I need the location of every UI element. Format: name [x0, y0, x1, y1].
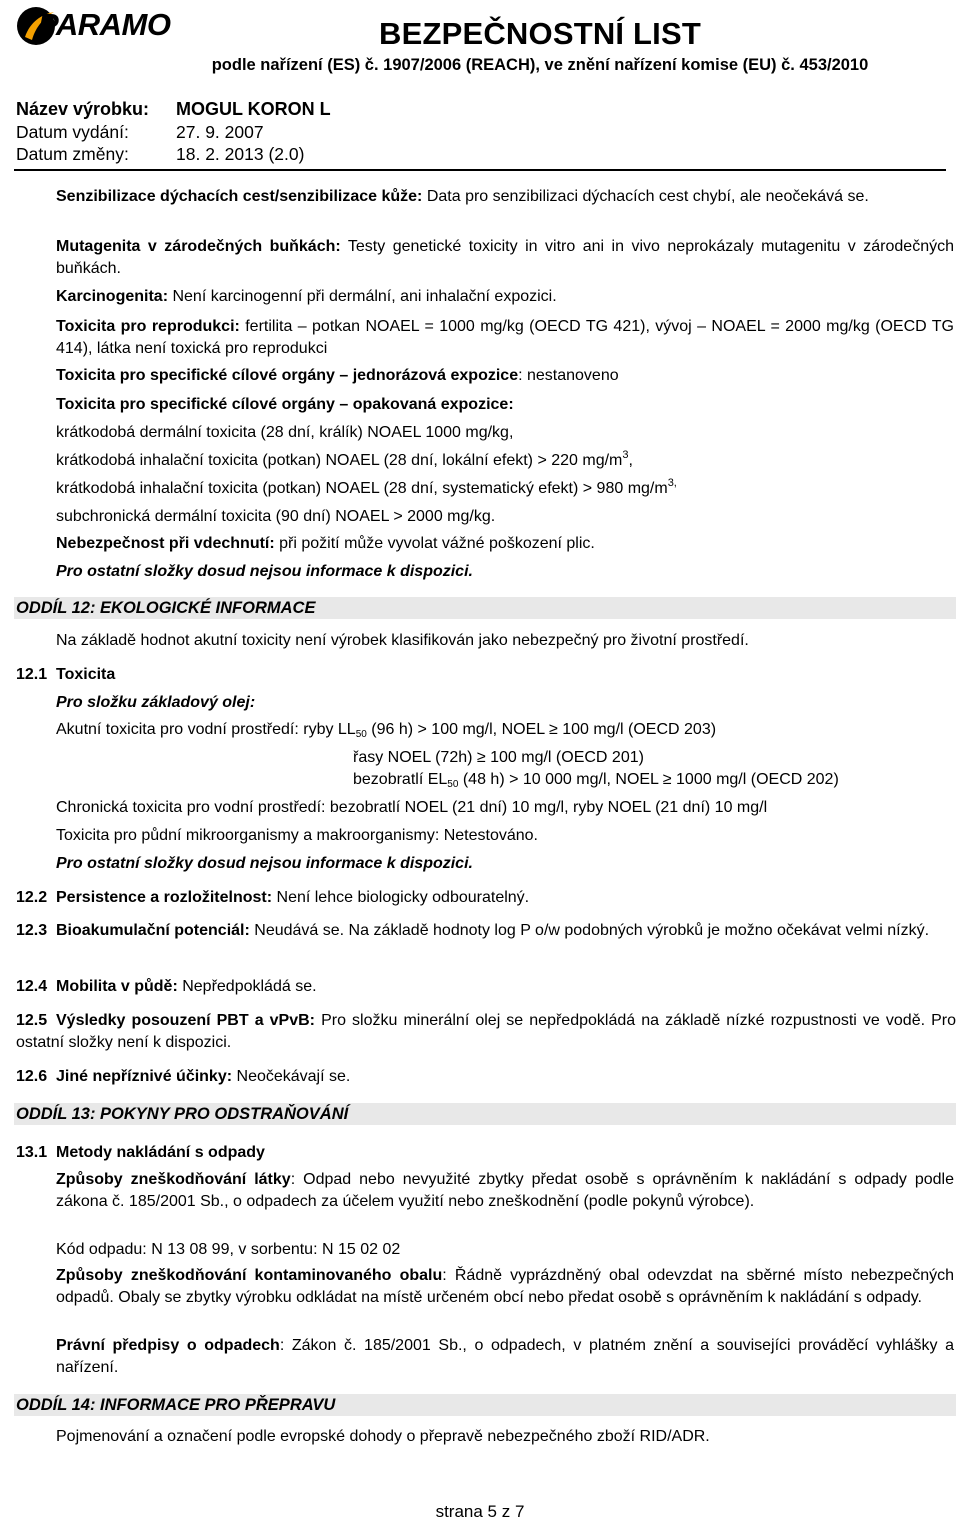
stot-single-label: Toxicita pro specifické cílové orgány – jednorázová expozice	[56, 367, 519, 384]
sec12-5-text: Pro složku minerální olej se nepředpokládá na základě nízké rozpustnosti ve vodě. Pro ostatní složky není k dispozici.	[16, 1012, 956, 1051]
stot-repeated-line-3	[56, 478, 954, 500]
sec12-2-label: Persistence a rozložitelnost:	[56, 889, 273, 906]
sec12-6-text: Neočekávají se.	[232, 1068, 351, 1085]
mutagenicity-text: Testy genetické toxicity in vitro ani in vivo neprokázaly mutagenitu v zárodečných buňkách.	[56, 238, 955, 277]
chronic-toxicity: Chronická toxicita pro vodní prostředí: bezobratlí NOEL (21 dní) 10 mg/l, ryby NOEL (21 dní) 10 mg/l	[56, 799, 768, 816]
paramo-logo	[14, 2, 204, 50]
stot-repeated-line-3-text: krátkodobá inhalační toxicita (potkan) NOAEL (28 dní, systematický efekt) > 980 mg/m	[56, 480, 668, 497]
reproduction-paragraph	[56, 316, 954, 360]
stot-repeated-label: Toxicita pro specifické cílové orgány – opakovaná expozice:	[56, 396, 514, 413]
acute-toxicity-algae: řasy NOEL (72h) ≥ 100 mg/l (OECD 201)	[353, 749, 644, 766]
logo-text: PARAMO	[38, 7, 171, 42]
change-date-label: Datum změny:	[16, 144, 129, 164]
carcinogenicity-paragraph	[56, 286, 954, 308]
mutagenicity-paragraph	[56, 236, 954, 280]
change-date-row	[16, 143, 304, 165]
document-subtitle: podle nařízení (ES) č. 1907/2006 (REACH), ve znění nařízení komise (EU) č. 453/2010	[211, 56, 869, 74]
document-title: BEZPEČNOSTNÍ LIST	[378, 16, 702, 51]
sec12-4-text: Nepředpokládá se.	[177, 978, 317, 995]
acute-invert-b: (48 h) > 10 000 mg/l, NOEL ≥ 1000 mg/l (OECD 202)	[458, 771, 839, 788]
sec11-other-components-note: Pro ostatní složky dosud nejsou informace k dispozici.	[56, 563, 473, 580]
packaging-disposal-text: : Řádně vyprázdněný obal odevzdat na sběrné místo nebezpečných odpadů. Obaly se zbytky výrobku odkládat na místě určeném obcí nebo předat osobě s oprávněním k nakládání s odpady.	[56, 1267, 954, 1306]
carcinogenicity-text: Není karcinogenní při dermální, ani inhalační expozici.	[168, 288, 557, 305]
issue-date-row	[16, 121, 264, 143]
sec12-6-number: 12.6	[16, 1068, 48, 1085]
stot-repeated-line-4: subchronická dermální toxicita (90 dní) NOAEL > 2000 mg/kg.	[56, 508, 496, 525]
sec12-3-number: 12.3	[16, 922, 48, 939]
stot-single-paragraph	[56, 365, 954, 387]
waste-code: Kód odpadu: N 13 08 99, v sorbentu: N 15 02 02	[56, 1241, 401, 1258]
change-date-value: 18. 2. 2013 (2.0)	[176, 144, 305, 164]
sec13-1-heading	[16, 1142, 956, 1164]
substance-disposal-text: : Odpad nebo nevyužité zbytky předat osobě s oprávněním k nakládání s odpady podle zákona č. 185/2001 Sb., o odpadech za účelem využití nebo zneškodnění (podle pokynů výrobce).	[56, 1171, 954, 1210]
soil-toxicity: Toxicita pro půdní mikroorganismy a makroorganismy: Netestováno.	[56, 827, 538, 844]
substance-disposal-paragraph	[56, 1169, 954, 1213]
acute-invert-sub: 50	[447, 779, 459, 790]
waste-legislation-text: : Zákon č. 185/2001 Sb., o odpadech, v platném znění a souvisejíci prováděcí vyhlášky a nařízení.	[56, 1337, 954, 1376]
sec12-2-number: 12.2	[16, 889, 48, 906]
sec12-2-text: Není lehce biologicky odbouratelný.	[272, 889, 530, 906]
sec12-4-label: Mobilita v půdě:	[56, 978, 178, 995]
section-13-heading: ODDÍL 13: POKYNY PRO ODSTRAŇOVÁNÍ	[14, 1103, 956, 1125]
stot-repeated-line-1: krátkodobá dermální toxicita (28 dní, králík) NOAEL 1000 mg/kg,	[56, 424, 514, 441]
reproduction-text: fertilita – potkan NOAEL = 1000 mg/kg (OECD TG 421), vývoj – NOAEL = 2000 mg/kg (OECD TG 414), látka není toxická pro reprodukci	[56, 318, 954, 357]
stot-repeated-line-2	[56, 450, 954, 472]
sec12-1-number: 12.1	[16, 666, 48, 683]
sensitization-text: Data pro senzibilizaci dýchacích cest chybí, ale neočekává se.	[422, 188, 869, 205]
sensitization-label: Senzibilizace dýchacích cest/senzibilizace kůže:	[56, 188, 423, 205]
waste-legislation-paragraph	[56, 1335, 954, 1379]
sec12-6-paragraph	[16, 1066, 956, 1088]
product-value: MOGUL KORON L	[176, 99, 331, 119]
sec12-3-text: Neudává se. Na základě hodnoty log P o/w podobných výrobků je možno očekávat velmi nízký.	[249, 922, 930, 939]
substance-disposal-label: Způsoby zneškodňování látky	[56, 1171, 291, 1188]
acute-toxicity-line-1	[56, 719, 954, 741]
sec13-1-number: 13.1	[16, 1144, 48, 1161]
issue-date-value: 27. 9. 2007	[176, 122, 264, 142]
sec13-1-title: Metody nakládání s odpady	[56, 1144, 265, 1161]
product-name-row	[16, 98, 331, 120]
sec12-5-label: Výsledky posouzení PBT a vPvB:	[56, 1012, 316, 1029]
sec12-intro: Na základě hodnot akutní toxicity není výrobek klasifikován jako nebezpečný pro životní prostředí.	[56, 632, 749, 649]
sec12-4-number: 12.4	[16, 978, 48, 995]
stot-repeated-line-2-end: ,	[628, 452, 633, 469]
product-label: Název výrobku:	[16, 99, 150, 119]
section-14-heading: ODDÍL 14: INFORMACE PRO PŘEPRAVU	[14, 1394, 956, 1416]
sec12-3-paragraph	[16, 920, 956, 942]
sec12-5-number: 12.5	[16, 1012, 48, 1029]
acute-invert-a: bezobratlí EL	[353, 771, 448, 788]
page-number: strana 5 z 7	[435, 1502, 525, 1521]
acute-fish-a: ryby LL	[303, 721, 356, 738]
aspiration-text: při požití může vyvolat vážné poškození plic.	[274, 535, 595, 552]
reproduction-label: Toxicita pro reprodukci:	[56, 318, 240, 335]
issue-date-label: Datum vydání:	[16, 122, 129, 142]
mutagenicity-label: Mutagenita v zárodečných buňkách:	[56, 238, 341, 255]
sec12-4-paragraph	[16, 976, 956, 998]
aspiration-paragraph	[56, 533, 954, 555]
sec12-1-heading	[16, 664, 956, 686]
packaging-disposal-label: Způsoby zneškodňování kontaminovaného obalu	[56, 1267, 443, 1284]
acute-toxicity-invertebrates	[353, 769, 953, 791]
waste-legislation-label: Právní předpisy o odpadech	[56, 1337, 280, 1354]
acute-fish-sub: 50	[355, 729, 367, 740]
sec12-other-components-note: Pro ostatní složky dosud nejsou informace k dispozici.	[56, 855, 473, 872]
acute-fish-b: (96 h) > 100 mg/l, NOEL ≥ 100 mg/l (OECD 203)	[366, 721, 717, 738]
sec12-5-paragraph	[16, 1010, 956, 1054]
stot-repeated-line-2-sup: 3	[622, 449, 629, 461]
sec12-3-label: Bioakumulační potenciál:	[56, 922, 250, 939]
section-12-heading: ODDÍL 12: EKOLOGICKÉ INFORMACE	[14, 597, 956, 619]
stot-single-text: : nestanoveno	[518, 367, 619, 384]
stot-repeated-line-2-text: krátkodobá inhalační toxicita (potkan) NOAEL (28 dní, lokální efekt) > 220 mg/m	[56, 452, 623, 469]
carcinogenicity-label: Karcinogenita:	[56, 288, 169, 305]
aspiration-label: Nebezpečnost při vdechnutí:	[56, 535, 275, 552]
header-divider	[14, 169, 946, 171]
packaging-disposal-paragraph	[56, 1265, 954, 1309]
sec12-1-title: Toxicita	[56, 666, 116, 683]
sec12-6-label: Jiné nepříznivé účinky:	[56, 1068, 233, 1085]
stot-repeated-line-3-sup: 3,	[667, 477, 677, 489]
acute-toxicity-label: Akutní toxicita pro vodní prostředí:	[56, 721, 304, 738]
transport-text: Pojmenování a označení podle evropské dohody o přepravě nebezpečného zboží RID/ADR.	[56, 1428, 710, 1445]
base-oil-label: Pro složku základový olej:	[56, 694, 256, 711]
sec12-2-paragraph	[16, 887, 956, 909]
sensitization-paragraph	[56, 186, 954, 208]
